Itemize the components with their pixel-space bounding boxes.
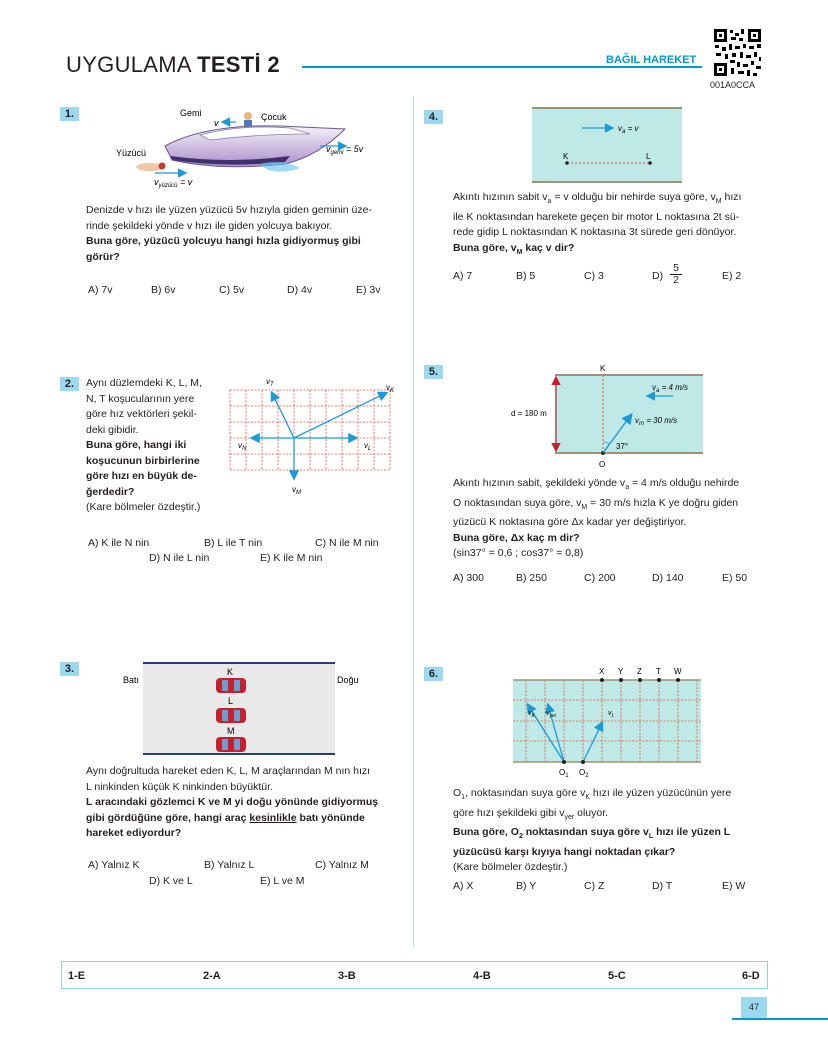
point-O1 xyxy=(562,760,566,764)
option-d[interactable]: D) K ve L xyxy=(149,875,193,887)
label-angle: 37° xyxy=(616,442,629,451)
option-a[interactable]: A) Yalnız K xyxy=(88,859,140,871)
label-vyuzucu: $v_{yüzücü} = v$ xyxy=(154,177,193,189)
label-T: T xyxy=(656,667,661,676)
label-yuzucu: Yüzücü xyxy=(116,148,147,158)
option-a[interactable]: A) K ile N nin xyxy=(88,537,150,549)
label-vK: $v_K$ xyxy=(386,383,395,394)
option-d[interactable]: D) N ile L nin xyxy=(149,552,210,564)
option-b[interactable]: B) 6v xyxy=(151,284,176,296)
question-number: 2. xyxy=(60,377,79,391)
label-K: K xyxy=(227,667,234,677)
label-vgemi: $v_{gemi} = 5v$ xyxy=(326,144,364,156)
label-vm: $v_m = 30$ m/s xyxy=(635,416,678,427)
option-b[interactable]: B) Y xyxy=(516,880,537,892)
point-K xyxy=(565,161,569,165)
label-O1: $O_1$ xyxy=(559,768,569,779)
swimmer-cap xyxy=(159,163,166,170)
title-rule xyxy=(302,66,702,68)
label-O: O xyxy=(599,460,606,469)
label-gemi: Gemi xyxy=(180,108,202,118)
option-c[interactable]: C) Yalnız M xyxy=(315,859,369,871)
qr-code-icon[interactable] xyxy=(713,28,762,77)
page-title: UYGULAMA TESTİ 2 xyxy=(66,52,280,77)
label-O2: $O_2$ xyxy=(579,768,589,779)
point-Y xyxy=(619,678,623,682)
option-d[interactable]: D) 140 xyxy=(652,572,684,584)
label-W: W xyxy=(674,667,682,676)
option-a[interactable]: A) X xyxy=(453,880,474,892)
answer-6: 6-D xyxy=(742,970,760,982)
label-vL: $v_L$ xyxy=(364,441,372,452)
question-number: 3. xyxy=(60,662,79,676)
option-b[interactable]: B) L ile T nin xyxy=(204,537,263,549)
label-va: $v_a = 4$ m/s xyxy=(652,383,689,394)
question-number: 1. xyxy=(60,107,79,121)
option-e[interactable]: E) 2 xyxy=(722,270,742,282)
q5-figure xyxy=(498,360,708,472)
q3-figure xyxy=(118,660,368,758)
car-K-icon xyxy=(216,678,246,693)
option-a[interactable]: A) 7 xyxy=(453,270,473,282)
label-Y: Y xyxy=(618,667,624,676)
point-Z xyxy=(638,678,642,682)
label-M: M xyxy=(227,726,235,736)
answer-4: 4-B xyxy=(473,970,491,982)
section-title: BAĞIL HAREKET xyxy=(606,54,697,66)
label-Z: Z xyxy=(637,667,642,676)
vector-T xyxy=(272,393,294,438)
question-text: $O_1$, noktasından suya göre $v_K$ hızı ile yüzen yüzücünün yere göre hızı şekildeki gibi $v_{yer}$ oluyor. Buna göre, $O_2$ noktasından suya göre $v_L$ hızı ile yüzen L yüzücüsü karşı kıyıya hangi noktadan çıkar? (Kare bölmeler özdeştir.) xyxy=(453,787,732,874)
option-e[interactable]: E) 50 xyxy=(722,572,748,584)
question-text: Aynı düzlemdeki K, L, M, N, T koşucularının yere göre hız vektörleri şekil- deki gibidir. Buna göre, hangi iki koşucunun birbirlerine göre hızı en büyük de- ğerdedir? (Kare bölmeler özdeştir.) xyxy=(86,377,202,513)
option-a[interactable]: A) 300 xyxy=(453,572,484,584)
option-c[interactable]: C) 5v xyxy=(219,284,245,296)
option-e[interactable]: E) W xyxy=(722,880,746,892)
label-vyer: $v_{yer}$ xyxy=(546,710,557,719)
label-va: $v_a = v$ xyxy=(618,124,639,135)
river xyxy=(532,108,682,182)
child-icon xyxy=(244,112,252,120)
option-e[interactable]: E) L ve M xyxy=(260,875,305,887)
label-vN: $v_N$ xyxy=(238,441,247,452)
point-O2 xyxy=(581,760,585,764)
option-b[interactable]: B) 250 xyxy=(516,572,547,584)
q6-figure xyxy=(508,663,708,781)
option-d[interactable]: D) 4v xyxy=(287,284,313,296)
option-c[interactable]: C) 3 xyxy=(584,270,604,282)
car-L-icon xyxy=(216,708,246,723)
question-text: Denizde v hızı ile yüzen yüzücü 5v hızıyla giden geminin üze- rinde şekildeki yönde v hızı ile giden yolcuya bakıyor. Buna göre, yüzücü yolcuyu hangi hızla gidiyormuş gibi görür? xyxy=(86,204,372,263)
question-text: Akıntı hızının sabit, şekildeki yönde $v_a = 4$ m/s olduğu nehirde O noktasından suya göre, $v_M = 30$ m/s hızla K ye doğru giden yüzücü K noktasına göre Δx kadar yer değiştiriyor. Buna göre, Δx kaç m dir? (sin37° = 0,6 ; cos37° = 0,8) xyxy=(453,477,740,560)
label-K: K xyxy=(600,364,606,373)
label-dogu: Doğu xyxy=(337,675,359,685)
answer-2: 2-A xyxy=(203,970,221,982)
answer-key xyxy=(61,961,768,989)
question-text: Akıntı hızının sabit $v_a = v$ olduğu bir nehirde suya göre, $v_M$ hızı ile K noktasından harekete geçen bir motor L noktasına 2t sü- rede gidip L noktasından K noktasına 3t sürede geri dönüyor. Buna göre, $v_M$ kaç v dir? xyxy=(453,191,742,256)
point-X xyxy=(600,678,604,682)
column-divider xyxy=(413,96,414,948)
vector-K xyxy=(294,393,386,438)
point-W xyxy=(676,678,680,682)
option-e[interactable]: E) 3v xyxy=(356,284,381,296)
label-K: K xyxy=(563,152,569,161)
option-a[interactable]: A) 7v xyxy=(88,284,113,296)
wave-icon xyxy=(260,162,300,172)
car-M-icon xyxy=(216,737,246,752)
label-vK: $v_K$ xyxy=(528,710,535,719)
page-number: 47 xyxy=(741,997,767,1018)
q1-figure xyxy=(110,104,400,194)
option-b[interactable]: B) Yalnız L xyxy=(204,859,255,871)
question-number: 4. xyxy=(424,110,443,124)
label-vL: $v_L$ xyxy=(608,710,615,719)
question-text: Aynı doğrultuda hareket eden K, L, M araçlarından M nın hızı L ninkinden küçük K ninkinden büyüktür. L aracındaki gözlemci K ve M yi doğu yönünde gidiyormuş gibi gördüğüne göre, hangi araç kesinlikle batı yönünde hareket ediyordur? xyxy=(86,765,379,839)
point-L xyxy=(648,161,652,165)
q4-figure xyxy=(530,106,684,186)
answer-5: 5-C xyxy=(608,970,626,982)
option-e[interactable]: E) K ile M nin xyxy=(260,552,323,564)
label-vT: $v_T$ xyxy=(266,377,274,388)
label-L: L xyxy=(646,152,651,161)
question-number: 6. xyxy=(424,667,443,681)
label-d: d = 180 m xyxy=(511,409,547,418)
answer-1: 1-E xyxy=(68,970,86,982)
page-rule xyxy=(732,1018,828,1020)
option-c[interactable]: C) Z xyxy=(584,880,605,892)
label-X: X xyxy=(599,667,605,676)
question-number: 5. xyxy=(424,365,443,379)
option-b[interactable]: B) 5 xyxy=(516,270,536,282)
option-c[interactable]: C) N ile M nin xyxy=(315,537,379,549)
label-vM: $v_M$ xyxy=(292,485,301,496)
option-d[interactable]: D) xyxy=(652,270,664,282)
label-L: L xyxy=(228,696,234,706)
label-bati: Batı xyxy=(123,675,140,685)
label-v: v xyxy=(214,118,219,128)
option-d-fraction: 5 2 xyxy=(670,263,682,286)
label-cocuk: Çocuk xyxy=(261,112,287,122)
q2-figure xyxy=(222,372,402,500)
option-d[interactable]: D) T xyxy=(652,880,673,892)
point-T xyxy=(657,678,661,682)
option-c[interactable]: C) 200 xyxy=(584,572,616,584)
answer-3: 3-B xyxy=(338,970,356,982)
qr-code-label: 001A0CCA xyxy=(710,80,756,90)
